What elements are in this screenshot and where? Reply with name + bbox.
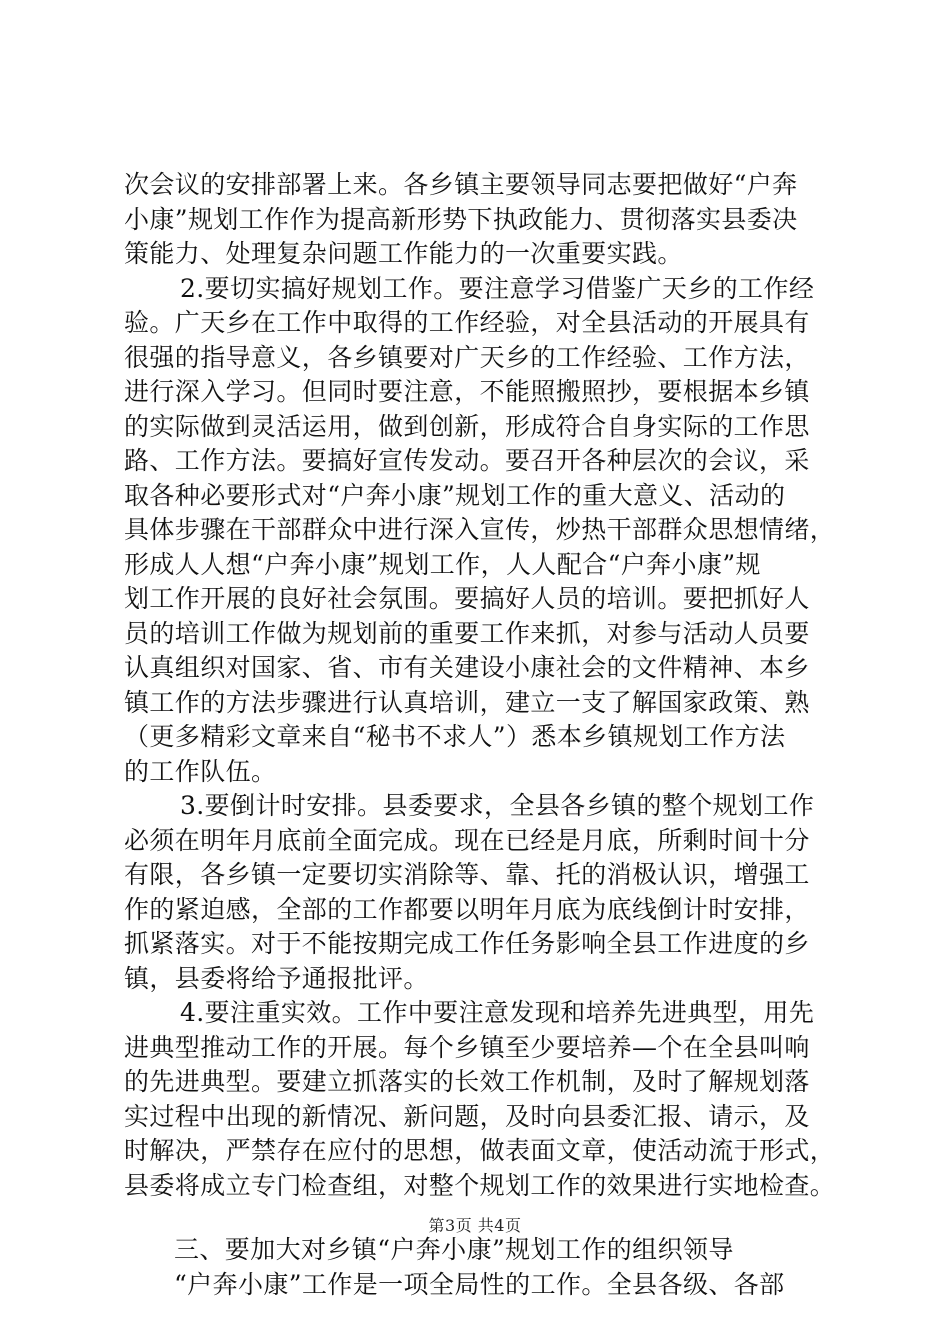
text-line: 镇工作的方法步骤进行认真培训，建立一支了解国家政策、熟 — [124, 687, 810, 717]
paragraph-4-start: 4.要注重实效。工作中要注意发现和培养先进典型，用先 — [180, 998, 815, 1027]
text-line: 具体步骤在干部群众中进行深入宣传，炒热干部群众思想情绪， — [124, 515, 836, 544]
text-line: 时解决，严禁存在应付的思想，做表面文章，使活动流于形式， — [124, 1136, 836, 1165]
section-heading: 三、要加大对乡镇“户奔小康”规划工作的组织领导 — [174, 1235, 734, 1264]
text-line: 路、工作方法。要搞好宣传发动。要召开各种层次的会议，采 — [124, 446, 810, 475]
text-line: 小康”规划工作作为提高新形势下执政能力、贯彻落实县委决 — [124, 204, 798, 234]
paragraph-3-start: 3.要倒计时安排。县委要求，全县各乡镇的整个规划工作 — [180, 791, 815, 820]
text-line: 划工作开展的良好社会氛围。要搞好人员的培训。要把抓好人 — [124, 584, 810, 613]
document-body — [124, 168, 834, 1302]
text-line: 县委将成立专门检查组，对整个规划工作的效果进行实地检查。 — [124, 1170, 836, 1200]
text-line: 次会议的安排部署上来。各乡镇主要领导同志要把做好“户奔 — [124, 170, 798, 199]
section-first-line: “户奔小康”工作是一项全局性的工作。全县各级、各部 — [174, 1269, 785, 1299]
page-number-footer: 第3页 共4页 — [428, 1216, 522, 1235]
text-line: 必须在明年月底前全面完成。现在已经是月底，所剩时间十分 — [124, 825, 810, 855]
text-line: 的先进典型。要建立抓落实的长效工作机制，及时了解规划落 — [124, 1067, 810, 1096]
text-line: 取各种必要形式对“户奔小康”规划工作的重大意义、活动的 — [124, 480, 786, 510]
text-line: 员的培训工作做为规划前的重要工作来抓，对参与活动人员要 — [124, 618, 810, 648]
text-line: 的实际做到灵活运用，做到创新，形成符合自身实际的工作思 — [124, 411, 810, 441]
text-line: 镇，县委将给予通报批评。 — [124, 963, 429, 993]
text-line: （更多精彩文章来自“秘书不求人”）悉本乡镇规划工作方法 — [124, 722, 786, 751]
paragraph-2-start: 2.要切实搞好规划工作。要注意学习借鉴广天乡的工作经 — [180, 273, 815, 303]
text-line: 很强的指导意义，各乡镇要对广天乡的工作经验、工作方法， — [124, 342, 810, 372]
text-line: 验。广天乡在工作中取得的工作经验，对全县活动的开展具有 — [124, 308, 810, 337]
text-line: 作的紧迫感，全部的工作都要以明年月底为底线倒计时安排， — [124, 894, 810, 924]
text-line: 认真组织对国家、省、市有关建设小康社会的文件精神、本乡 — [124, 653, 810, 682]
text-line: 进行深入学习。但同时要注意，不能照搬照抄，要根据本乡镇 — [124, 377, 810, 406]
text-line: 进典型推动工作的开展。每个乡镇至少要培养—个在全县叫响 — [124, 1032, 810, 1062]
text-line: 的工作队伍。 — [124, 756, 277, 786]
text-line: 策能力、处理复杂问题工作能力的一次重要实践。 — [124, 239, 683, 268]
text-line: 有限，各乡镇一定要切实消除等、靠、托的消极认识，增强工 — [124, 860, 810, 889]
text-line: 形成人人想“户奔小康”规划工作，人人配合“户奔小康”规 — [124, 549, 761, 579]
text-line: 抓紧落实。对于不能按期完成工作任务影响全县工作进度的乡 — [124, 929, 810, 958]
text-line: 实过程中出现的新情况、新问题，及时向县委汇报、请示，及 — [124, 1101, 810, 1131]
